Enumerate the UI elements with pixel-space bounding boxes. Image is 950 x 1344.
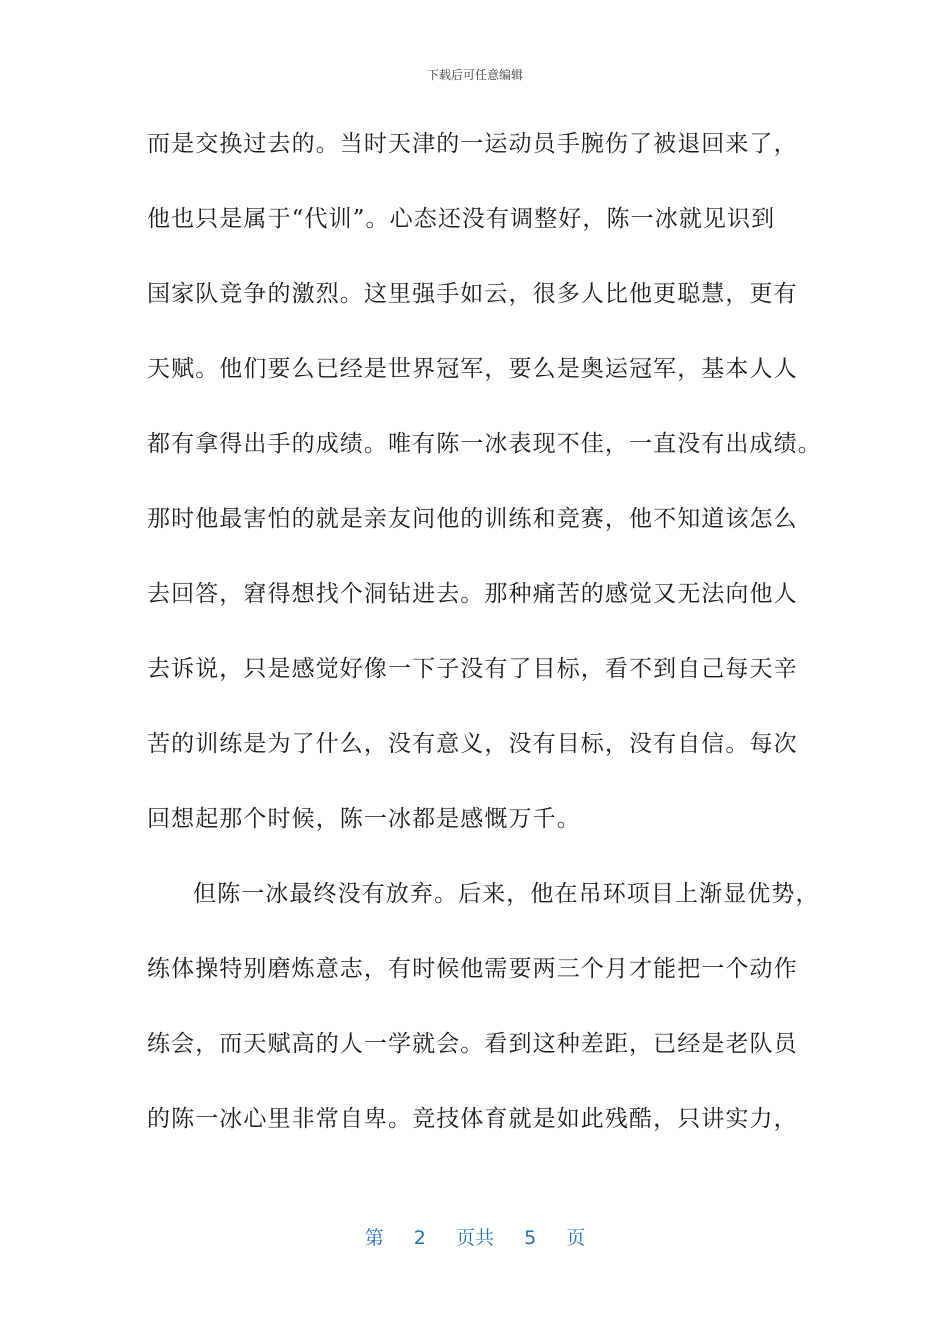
document-body [147, 118, 822, 1168]
text-line: 那时他最害怕的就是亲友问他的训练和竞赛，他不知道该怎么 [147, 506, 798, 532]
footer-suffix: 页 [566, 1227, 586, 1249]
text-line: 国家队竞争的激烈。这里强手如云，很多人比他更聪慧，更有 [147, 281, 798, 307]
text-line: 而是交换过去的。当时天津的一运动员手腕伤了被退回来了， [147, 131, 798, 157]
page-header: 下载后可任意编辑 [426, 68, 523, 82]
text-line: 练体操特别磨炼意志，有时候他需要两三个月才能把一个动作 [147, 956, 798, 982]
text-line: 苦的训练是为了什么，没有意义，没有目标，没有自信。每次 [147, 731, 798, 757]
current-page-number: 2 [413, 1227, 426, 1249]
text-line: 的陈一冰心里非常自卑。竞技体育就是如此残酷，只讲实力， [147, 1106, 798, 1132]
footer-middle: 页共 [455, 1227, 494, 1249]
total-page-count: 5 [524, 1227, 537, 1249]
footer-prefix: 第 [364, 1227, 384, 1249]
text-line: 练会，而天赋高的人一学就会。看到这种差距，已经是老队员 [147, 1031, 798, 1057]
text-line: 回想起那个时候，陈一冰都是感慨万千。 [147, 806, 581, 832]
text-line: 去诉说，只是感觉好像一下子没有了目标，看不到自己每天辛 [147, 656, 798, 682]
text-line: 他也只是属于“代训”。心态还没有调整好，陈一冰就见识到 [147, 206, 776, 232]
text-line: 天赋。他们要么已经是世界冠军，要么是奥运冠军，基本人人 [147, 356, 798, 382]
page-number-footer [0, 1223, 950, 1250]
text-line: 都有拿得出手的成绩。唯有陈一冰表现不佳，一直没有出成绩。 [147, 431, 822, 457]
paragraph-start-line: 但陈一冰最终没有放弃。后来，他在吊环项目上渐显优势， [193, 881, 820, 907]
text-line: 去回答，窘得想找个洞钻进去。那种痛苦的感觉又无法向他人 [147, 581, 798, 607]
